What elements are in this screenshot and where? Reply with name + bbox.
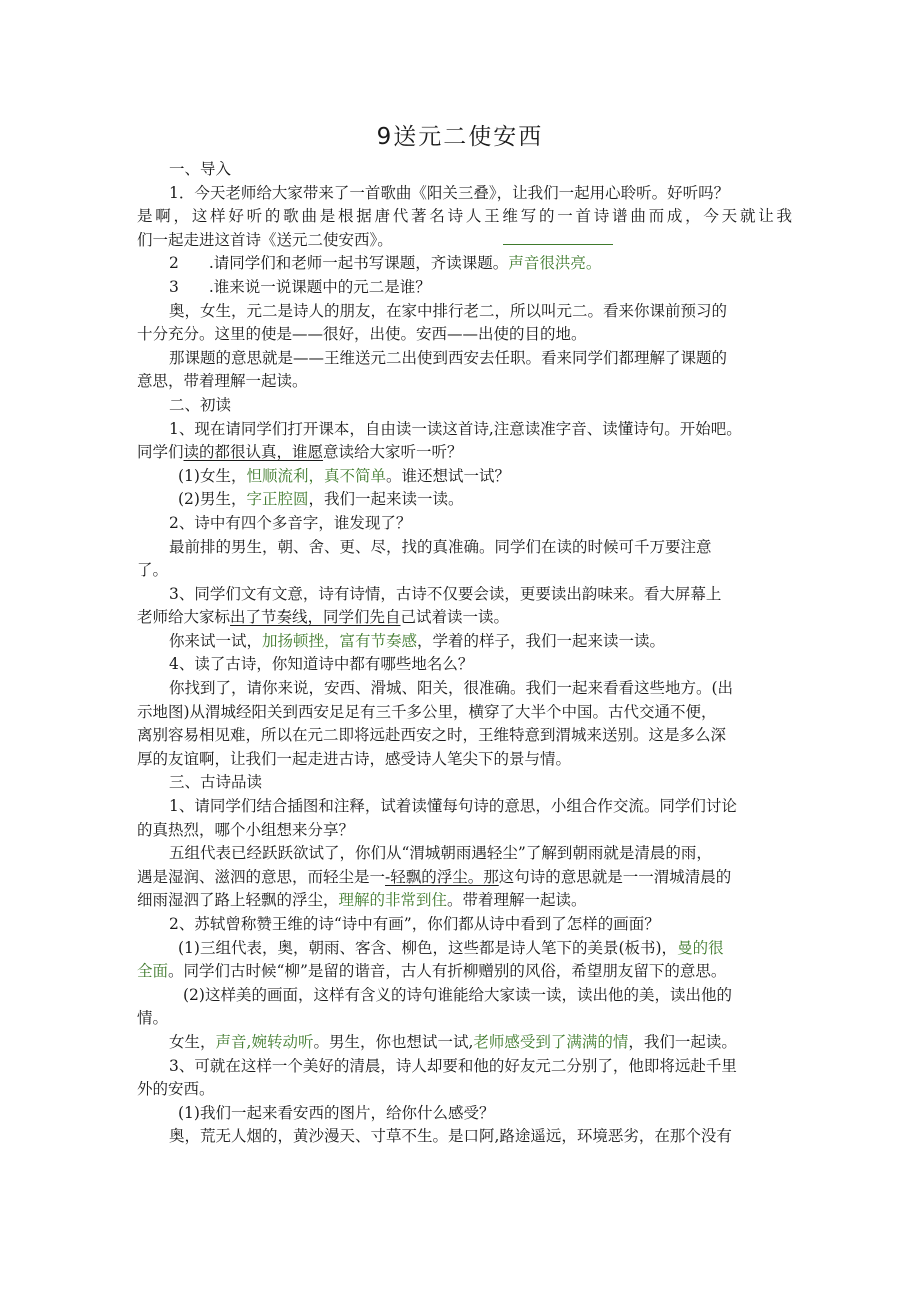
teacher-comment: 字正腔圆 [246, 490, 309, 509]
paragraph-line: 1．今天老师给大家带来了一首歌曲《阳关三叠》，让我们一起用心聆听。好听吗？ [169, 183, 730, 202]
text-run: 这句诗的意思就是一一渭城清晨的 [498, 867, 732, 886]
text-run: ，我们一起读。 [628, 1032, 737, 1051]
section-heading-poem-study: 三、古诗品读 [169, 773, 263, 792]
underlined-text: 读的都很认真，谁愿 [183, 443, 324, 462]
text-run: 同学们 [137, 443, 184, 462]
paragraph-line: 十分充分。这里的使是——很好，出使。安西——出使的目的地。 [137, 325, 587, 344]
paragraph-line: (2)这样美的画面，这样有含义的诗句谁能给大家读一读，读出他的美，读出他的 [183, 985, 732, 1004]
text-run: (1)三组代表，奥，朝雨、客含、柳色，这些都是诗人笔下的美景(板书)， [178, 938, 678, 957]
paragraph-line: 离别容易相见难，所以在元二即将远赴西安之时，王维特意到渭城来送别。这是多么深 [137, 726, 727, 745]
underlined-text: 出了节奏线，同学们先自 [230, 608, 401, 627]
text-run: .请同学们和老师一起书写课题，齐读课题。 [208, 254, 509, 273]
text-run: 女生， [169, 1032, 216, 1051]
text-run: 意读给大家听一听？ [323, 443, 463, 462]
paragraph-line: 奥，荒无人烟的，黄沙漫天、寸草不生。是口阿,路途遥远，环境恶劣，在那个没有 [169, 1127, 732, 1146]
text-run: ，我们一起来读一读。 [308, 490, 464, 509]
text-run: 。带着理解一起读。 [447, 891, 587, 910]
paragraph-line: 了。 [137, 561, 169, 580]
teacher-comment: 理解的非常到住 [338, 891, 448, 910]
paragraph-line [137, 441, 792, 465]
text-run: 遇是湿润、滋泗的意思，而轻尘是一 [137, 867, 386, 886]
section-heading-first-reading: 二、初读 [169, 395, 232, 414]
text-run: 你来试一试， [169, 631, 263, 650]
paragraph-line [137, 937, 792, 961]
text-run: (1)女生， [178, 466, 247, 485]
paragraph-line: 1、请同学们结合插图和注释，试着读懂每句诗的意思，小组合作交流。同学们讨论 [169, 797, 737, 816]
paragraph-line: (1)我们一起来看安西的图片，给你什么感受？ [178, 1103, 495, 1122]
teacher-comment: 声音很洪亮。 [508, 254, 602, 273]
paragraph-line: 4、读了古诗，你知道诗中都有哪些地名么？ [169, 655, 474, 674]
section-heading-intro: 一、导入 [169, 160, 232, 178]
paragraph-line [137, 1031, 792, 1055]
paragraph-line: 3、同学们文有文意，诗有诗情，古诗不仅要会读，更要读出韵味来。看大屏幕上 [169, 584, 722, 603]
paragraph-line: 的真热烈，哪个小组想来分享？ [137, 820, 355, 839]
paragraph-line [137, 488, 792, 512]
paragraph-line [137, 276, 792, 300]
text-run: 们一起走进这首诗《送元二使安西》。 [137, 230, 393, 249]
teacher-comment: 怛顺流利，真不简单 [246, 466, 386, 485]
teacher-comment: 老师感受到了满满的情 [473, 1032, 629, 1051]
text-run: 。同学们古时候“柳”是留的谐音，古人有折柳赠别的风俗，希望朋友留下的意思。 [168, 962, 727, 981]
paragraph-line [137, 960, 792, 984]
text-run: 细雨湿泗了路上轻飘的浮尘， [137, 891, 339, 910]
paragraph-line [137, 229, 792, 253]
text-run: 老师给大家标 [137, 608, 231, 627]
paragraph-line [137, 889, 792, 913]
page-title: 9送元二使安西 [376, 124, 544, 150]
text-run: 。男生，你也想试一试, [313, 1032, 474, 1051]
paragraph-line: 3、可就在这样一个美好的清晨，诗人却要和他的好友元二分别了，他即将远赴千里 [169, 1056, 737, 1075]
paragraph-line: 你找到了，请你来说，安西、滑城、阳关，很准确。我们一起来看看这些地方。(出 [169, 679, 734, 698]
paragraph-line: 那课题的意思就是——王维送元二出使到西安去任职。看来同学们都理解了课题的 [169, 348, 728, 367]
item-number: 3 [169, 277, 179, 296]
paragraph-line [137, 866, 792, 890]
paragraph-line: 2、苏轼曾称赞王维的诗“诗中有画”，你们都从诗中看到了怎样的画面？ [169, 915, 660, 933]
paragraph-line: 厚的友谊啊，让我们一起走进古诗，感受诗人笔尖下的景与情。 [137, 749, 572, 768]
paragraph-line: 五组代表已经跃跃欲试了，你们从“渭城朝雨遇轻尘”了解到朝雨就是清晨的雨， [169, 844, 712, 863]
text-run: 。谁还想试一试？ [385, 466, 510, 485]
teacher-comment: 全面 [137, 962, 169, 981]
paragraph-line: 是啊，这样好听的歌曲是根据唐代著名诗人王维写的一首诗谱曲而成，今天就让我 [137, 207, 792, 226]
paragraph-line: 情。 [137, 1009, 169, 1028]
paragraph-line: 意思，带着理解一起读。 [137, 372, 308, 391]
paragraph-line [137, 465, 792, 489]
paragraph-line: 示地图)从渭城经阳关到西安足足有三千多公里，横穿了大半个中国。古代交通不便， [137, 702, 717, 721]
text-run: .谁来说一说课题中的元二是谁？ [208, 277, 431, 296]
document-body [137, 158, 792, 1149]
paragraph-line [137, 252, 792, 276]
item-number: 2 [169, 254, 179, 273]
teacher-comment: 曼的很 [677, 938, 724, 957]
paragraph-line: 奥，女生，元二是诗人的朋友，在家中排行老二，所以叫元二。看来你课前预习的 [169, 301, 728, 320]
paragraph-line: 外的安西。 [137, 1080, 215, 1099]
fill-blank-line [503, 230, 613, 245]
paragraph-line: 2、诗中有四个多音字，谁发现了？ [169, 513, 412, 532]
paragraph-line [137, 606, 792, 630]
text-run: (2)男生， [178, 490, 247, 509]
paragraph-line: 1、现在请同学们打开课本，自由读一读这首诗,注意读准字音、读懂诗句。开始吧。 [169, 419, 742, 438]
paragraph-line [137, 630, 792, 654]
paragraph-line: 最前排的男生，朝、舍、更、尽，找的真准确。同学们在读的时候可千万要注意 [169, 537, 712, 556]
teacher-comment: 声音,婉转动听 [215, 1032, 314, 1051]
teacher-comment: 加扬顿挫，富有节奏感 [262, 631, 418, 650]
underlined-text: -轻飘的浮尘。那 [385, 867, 499, 886]
text-run: ，学着的样子，我们一起来读一读。 [417, 631, 666, 650]
text-run: 己试着读一读。 [400, 608, 510, 627]
